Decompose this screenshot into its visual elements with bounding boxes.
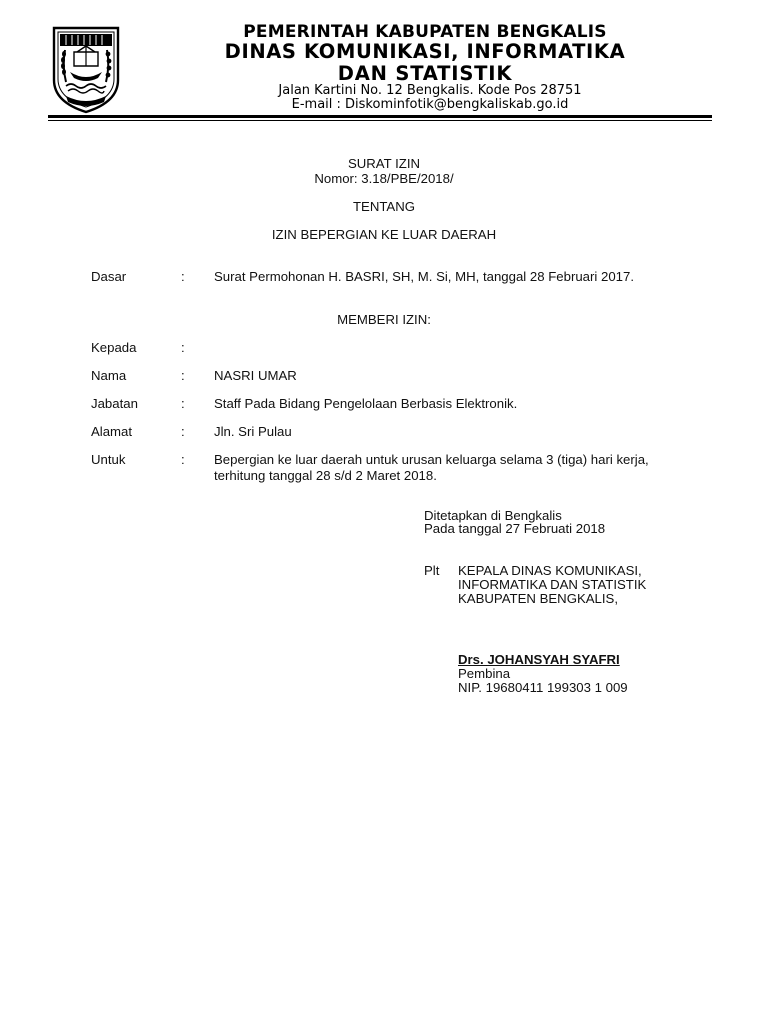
about-label: TENTANG <box>352 199 416 214</box>
basis-label: Dasar <box>91 269 127 284</box>
signatory-position-line2: INFORMATIKA DAN STATISTIK <box>458 577 647 592</box>
field-colon-jabatan: : <box>181 396 185 411</box>
field-value-jabatan: Staff Pada Bidang Pengelolaan Berbasis Elektronik. <box>214 396 518 411</box>
field-label-alamat: Alamat <box>91 424 133 439</box>
field-colon-nama: : <box>181 368 185 383</box>
field-value-untuk: Bepergian ke luar daerah untuk urusan keluarga selama 3 (tiga) hari kerja, terhitung tanggal 28 s/d 2 Maret 2018. <box>214 452 649 483</box>
document-subject: IZIN BEPERGIAN KE LUAR DAERAH <box>271 227 497 242</box>
field-label-kepada: Kepada <box>91 340 137 355</box>
basis-text: Surat Permohonan H. BASRI, SH, M. Si, MH, tanggal 28 Februari 2017. <box>214 269 634 284</box>
letterhead-divider-thick <box>48 115 712 118</box>
document-number: Nomor: 3.18/PBE/2018/ <box>314 171 454 186</box>
regency-coat-of-arms-icon <box>48 22 124 114</box>
field-colon-untuk: : <box>181 452 185 467</box>
signatory-position-line3: KABUPATEN BENGKALIS, <box>458 591 619 606</box>
signatory-name: Drs. JOHANSYAH SYAFRI <box>458 652 620 667</box>
field-label-nama: Nama <box>91 368 127 383</box>
basis-colon: : <box>181 269 185 284</box>
field-value-nama: NASRI UMAR <box>214 368 297 383</box>
signatory-nip: NIP. 19680411 199303 1 009 <box>458 680 628 695</box>
issuance-place: Ditetapkan di Bengkalis <box>424 508 562 523</box>
field-label-untuk: Untuk <box>91 452 126 467</box>
field-value-alamat: Jln. Sri Pulau <box>214 424 292 439</box>
signatory-rank: Pembina <box>458 666 511 681</box>
signatory-position-line1: KEPALA DINAS KOMUNIKASI, <box>458 563 642 578</box>
issuance-date: Pada tanggal 27 Februati 2018 <box>424 521 606 536</box>
field-label-jabatan: Jabatan <box>91 396 138 411</box>
letterhead-government-line: PEMERINTAH KABUPATEN BENGKALIS <box>243 22 607 42</box>
letterhead-divider-thin <box>48 120 712 121</box>
letterhead-agency-line-2: DAN STATISTIK <box>337 62 513 85</box>
letterhead-agency-line: DINAS KOMUNIKASI, INFORMATIKA <box>224 40 626 63</box>
letterhead-address: Jalan Kartini No. 12 Bengkalis. Kode Pos 28751 <box>278 83 582 98</box>
field-colon-alamat: : <box>181 424 185 439</box>
signatory-prefix: Plt <box>424 563 440 578</box>
letterhead-email: E-mail : Diskominfotik@bengkaliskab.go.id <box>291 97 569 112</box>
document-title: SURAT IZIN <box>347 156 421 171</box>
grant-heading: MEMBERI IZIN: <box>337 312 431 327</box>
field-colon-kepada: : <box>181 340 185 355</box>
